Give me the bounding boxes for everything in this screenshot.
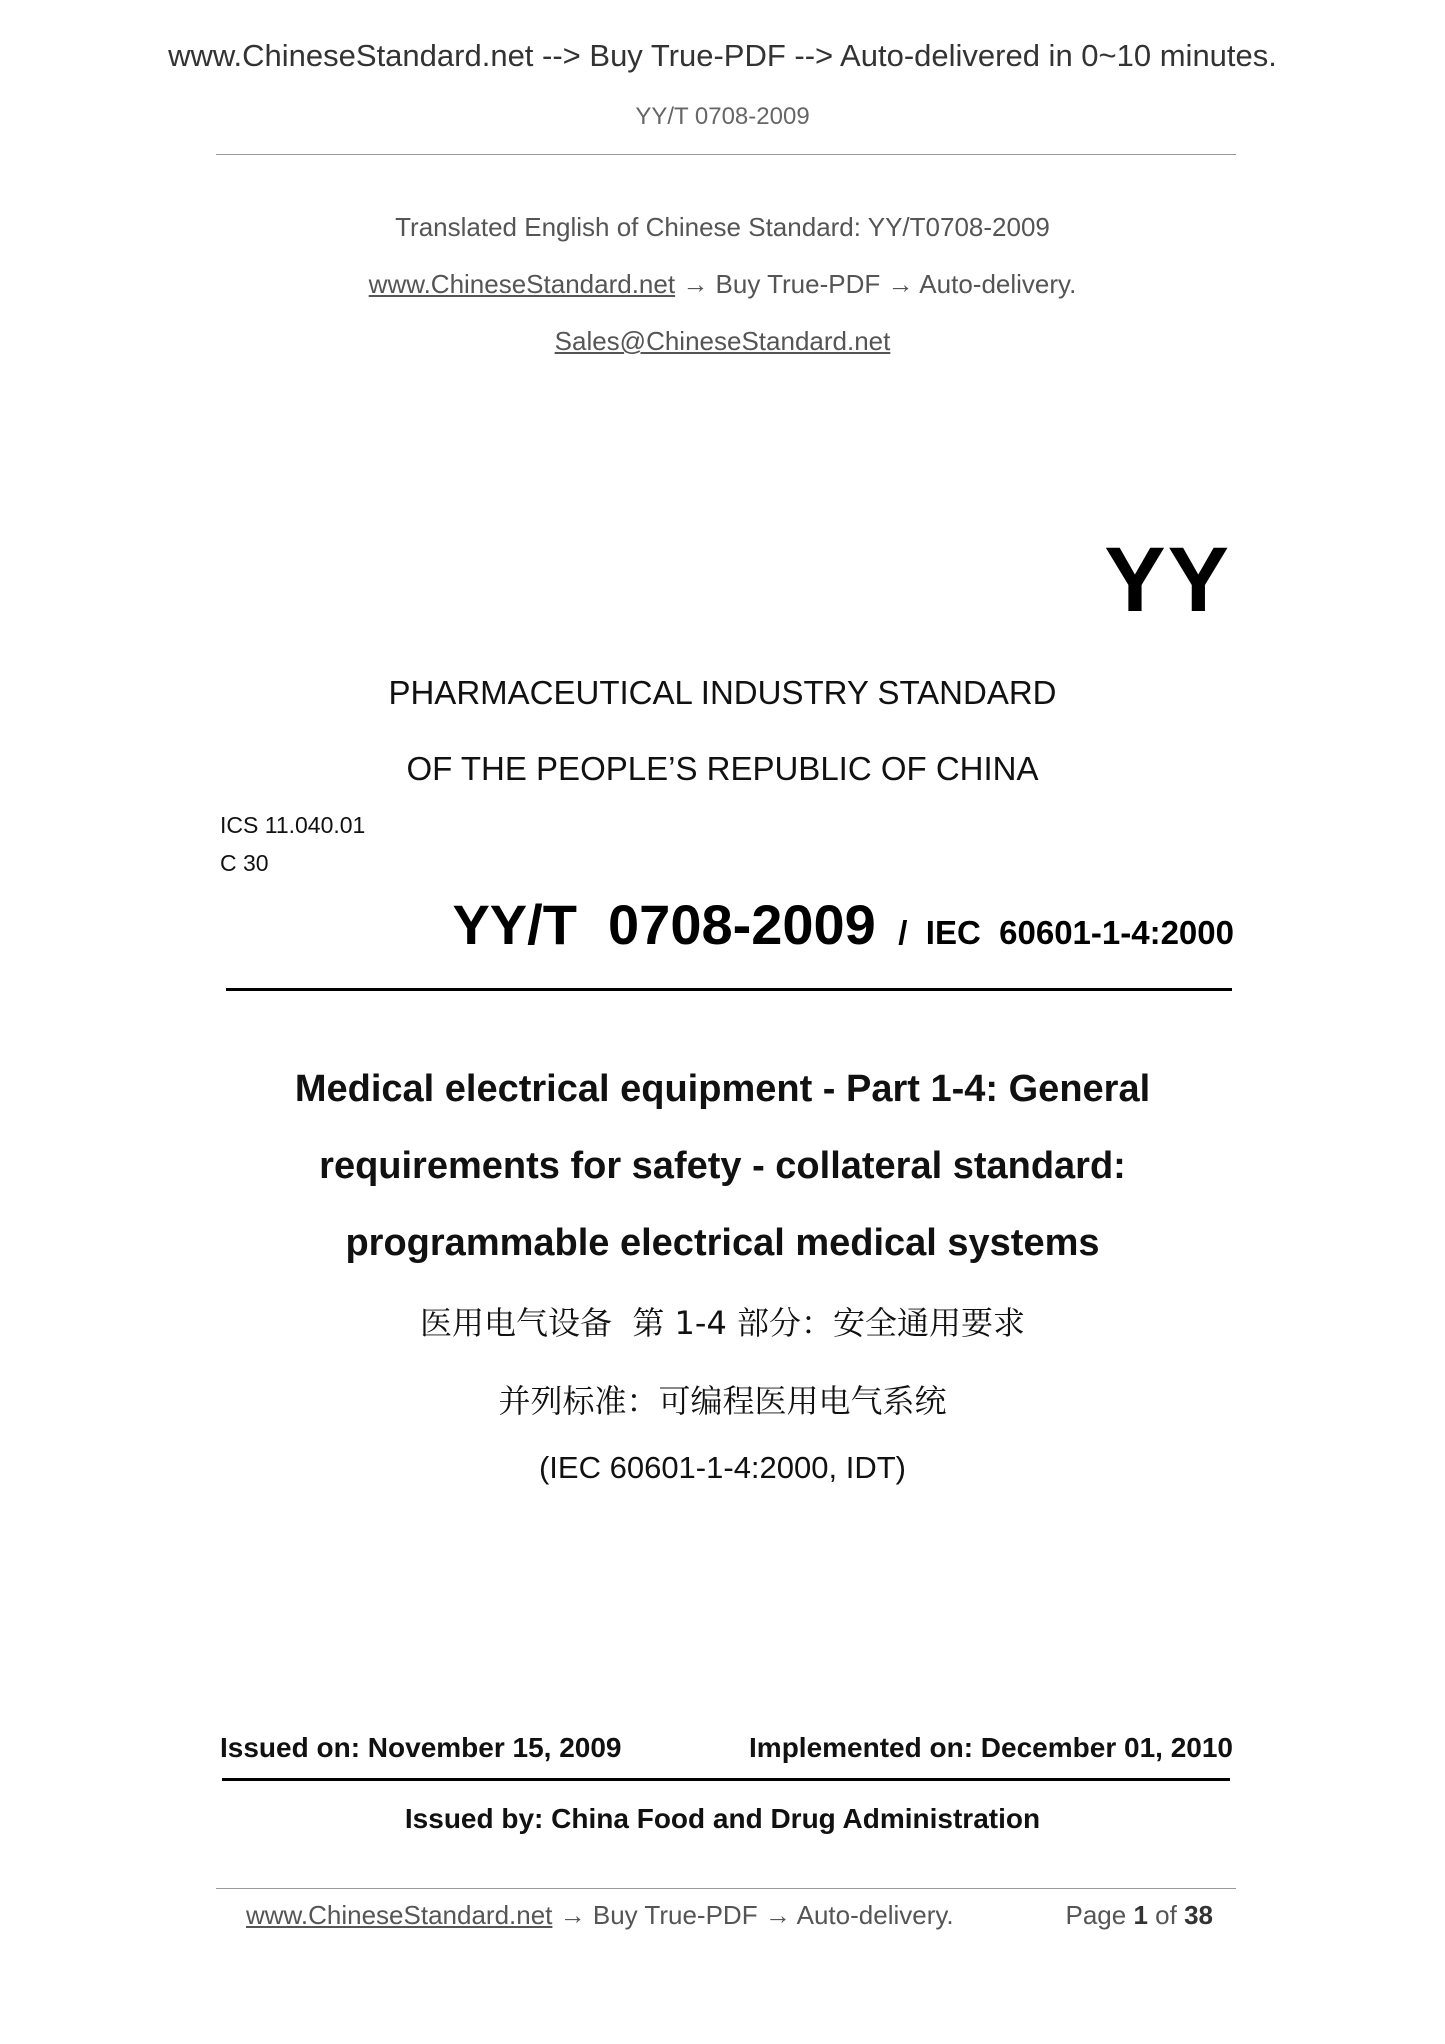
implemented-on-date: Implemented on: December 01, 2010: [749, 1732, 1233, 1763]
header-divider: [216, 154, 1236, 155]
page-label: Page: [1065, 1900, 1127, 1930]
issuing-authority: Issued by: China Food and Drug Administration: [404, 1803, 1041, 1834]
translated-line: Translated English of Chinese Standard: YY/T0708-2009: [395, 212, 1050, 242]
iec-reference: / IEC 60601-1-4:2000: [898, 914, 1234, 951]
adoption-note: (IEC 60601-1-4:2000, IDT): [538, 1450, 906, 1485]
top-banner[interactable]: www.ChineseStandard.net --> Buy True-PDF --> Auto-delivered in 0~10 minutes.: [168, 38, 1277, 73]
title-line-2: requirements for safety - collateral standard:: [319, 1145, 1126, 1187]
delivery-text: Auto-delivery.: [919, 269, 1077, 299]
page-current: 1: [1133, 1900, 1148, 1930]
chinese-title-line-1: 医用电气设备 第 1-4 部分：安全通用要求: [420, 1304, 1025, 1342]
ccs-code: C 30: [220, 850, 269, 876]
buy-text: Buy True-PDF: [715, 269, 881, 299]
ics-code: ICS 11.040.01: [220, 812, 366, 838]
footer-link-line: [246, 1900, 954, 1931]
page-indicator: [1065, 1900, 1213, 1931]
arrow-icon: →: [764, 1900, 791, 1930]
standard-code: YY/T 0708-2009: [452, 893, 876, 956]
page-of: of: [1155, 1900, 1177, 1930]
title-line-3: programmable electrical medical systems: [345, 1222, 1100, 1264]
footer-buy-text: Buy True-PDF: [592, 1900, 758, 1930]
site-link[interactable]: www.ChineseStandard.net: [368, 269, 676, 299]
page-total: 38: [1184, 1900, 1213, 1930]
footer-divider: [216, 1888, 1236, 1889]
standard-number-row: [452, 892, 1234, 957]
title-line-1: Medical electrical equipment - Part 1-4: General: [294, 1068, 1151, 1110]
header-standard-code: YY/T 0708-2009: [635, 103, 810, 130]
arrow-icon: →: [559, 1900, 586, 1930]
arrow-icon: →: [682, 269, 709, 299]
chinese-title-line-2: 并列标准：可编程医用电气系统: [498, 1382, 947, 1420]
dates-divider: [222, 1778, 1230, 1781]
email-link[interactable]: Sales@ChineseStandard.net: [554, 326, 891, 356]
footer-site-link[interactable]: www.ChineseStandard.net: [246, 1900, 553, 1930]
category-mark: YY: [1104, 529, 1231, 631]
industry-standard-line-2: OF THE PEOPLE’S REPUBLIC OF CHINA: [406, 750, 1039, 787]
footer-delivery-text: Auto-delivery.: [796, 1900, 954, 1930]
industry-standard-line-1: PHARMACEUTICAL INDUSTRY STANDARD: [388, 674, 1057, 711]
email-line: [0, 326, 1445, 357]
arrow-icon: →: [887, 269, 914, 299]
purchase-link-line: [0, 269, 1445, 300]
issued-on-date: Issued on: November 15, 2009: [220, 1732, 622, 1763]
title-divider: [226, 988, 1232, 991]
